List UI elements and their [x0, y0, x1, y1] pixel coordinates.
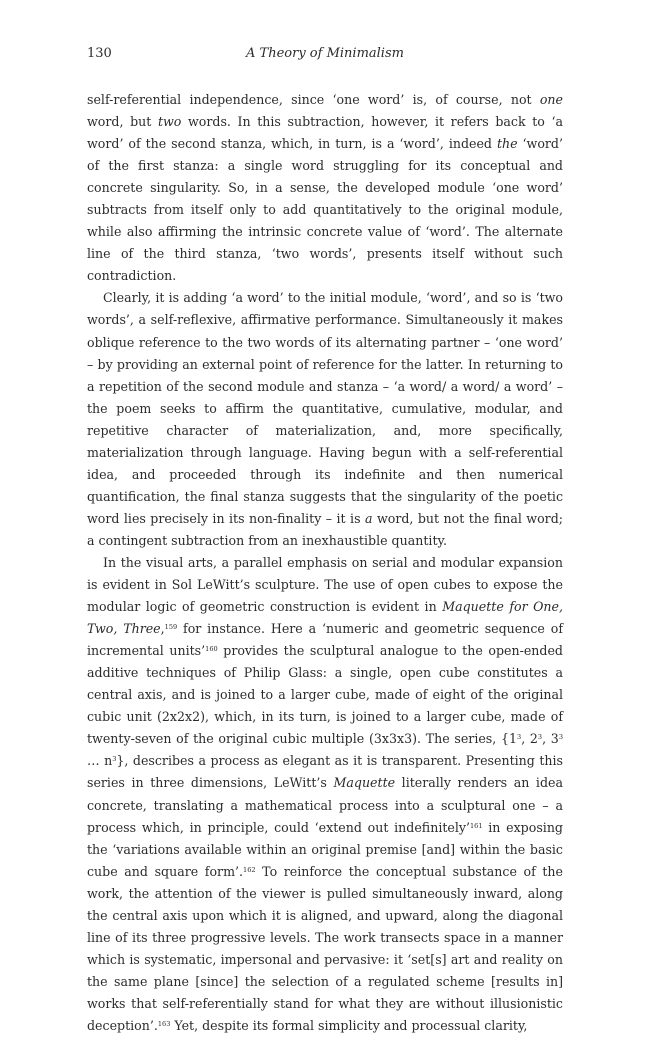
text-run: , 2: [521, 731, 538, 747]
paragraph: [87, 287, 563, 552]
text-run: word, but: [87, 114, 158, 130]
footnote-ref: 163: [157, 1019, 171, 1028]
text-run: To reinforce the conceptual substance of the work, the attention of the viewer is pulled simultaneously inward, along the central axis upon which it is aligned, and upward, along the diagonal line of its three progressive levels. The work transects space in a manner which is systematic, impersonal and pervasive: it ‘set[s] art and reality on the same plane [since] the selection of a regulated scheme [results in] works that self-referentially stand for what they are without illusionistic deception’.: [87, 863, 563, 1033]
page-header: [87, 46, 563, 66]
text-run: }, describes a process as elegant as it is transparent. Presenting this series in three dimensions, LeWitt’s: [87, 753, 563, 791]
text-run: ‘word’ of the first stanza: a single word struggling for its conceptual and concrete singularity. So, in a sense, the developed module ‘one word’ subtracts from itself only to add quantitatively to the original module, while also affirming the intrinsic concrete value of ‘word’. The alternate line of the third stanza, ‘two words’, presents itself without such contradiction.: [87, 136, 563, 284]
text-run: word, but not the final word; a contingent subtraction from an inexhaustible quantity.: [87, 510, 563, 548]
italic-text: one: [539, 92, 563, 107]
footnote-ref: 160: [205, 645, 218, 654]
italic-text: Maquette: [333, 775, 396, 791]
text-run: literally renders an idea concrete, translating a mathematical process into a sculptural one – a process which, in principle, could ‘extend out indefinitely’: [87, 775, 563, 835]
footnote-ref: 161: [470, 821, 483, 830]
italic-text: a: [365, 510, 373, 526]
text-run: in exposing the ‘variations available within an original premise [and] within the basic cube and square form’.: [87, 819, 563, 879]
footnote-ref: 3: [558, 733, 563, 742]
text-run: self-referential independence, since ‘one word’ is, of course, not: [87, 92, 540, 107]
italic-text: Maquette for One, Two, Three: [87, 599, 563, 637]
footnote-ref: 3: [517, 733, 522, 742]
footnote-ref: 3: [112, 755, 117, 764]
paragraph: [87, 89, 563, 287]
text-run: ,: [160, 621, 165, 637]
paragraph: [87, 552, 563, 1037]
footnote-ref: 3: [537, 733, 543, 742]
running-title: A Theory of Minimalism: [246, 46, 404, 61]
text-run: … n: [87, 753, 113, 769]
text-run: Yet, despite its formal simplicity and processual clarity,: [170, 1017, 528, 1033]
page-number: 130: [87, 46, 112, 61]
text-run: Clearly, it is adding ‘a word’ to the initial module, ‘word’, and so is ‘two words’, a self-reflexive, affirmative performance. Simultaneously it makes oblique reference to the two words of its alternating partner – ‘one word’ – by providing an external point of reference for the latter. In returning to a repetition of the second module and stanza – ‘a word/ a word/ a word’ – the poem seeks to affirm the quantitative, cumulative, modular, and repetitive character of materialization, and, more specifically, materialization through language. Having begun with a self-referential idea, and proceeded through its indefinite and then numerical quantification, the final stanza suggests that the singularity of the poetic word lies precisely in its non-finality – it is: [87, 290, 563, 526]
italic-text: two: [157, 114, 182, 130]
italic-text: the: [496, 136, 518, 152]
text-run: , 3: [542, 731, 559, 747]
footnote-ref: 162: [243, 865, 256, 874]
text-run: words. In this subtraction, however, it refers back to ‘a word’ of the second stanza, which, in turn, is a ‘word’, indeed: [87, 114, 564, 152]
body-text: [87, 89, 563, 1037]
text-run: provides the sculptural analogue to the open-ended additive techniques of Philip Glass: a single, open cube constitutes a central axis, and is joined to a larger cube, made of eight of the original cubic unit (2x2x2), which, in its turn, is joined to a larger cube, made of twenty-seven of the original cubic multiple (3x3x3). The series, {1: [87, 643, 563, 747]
text-run: In the visual arts, a parallel emphasis on serial and modular expansion is evident in Sol LeWitt’s sculpture. The use of open cubes to expose the modular logic of geometric construction is evident in: [87, 554, 563, 615]
text-run: for instance. Here a ‘numeric and geometric sequence of incremental units’: [87, 621, 563, 659]
footnote-ref: 159: [164, 623, 178, 632]
